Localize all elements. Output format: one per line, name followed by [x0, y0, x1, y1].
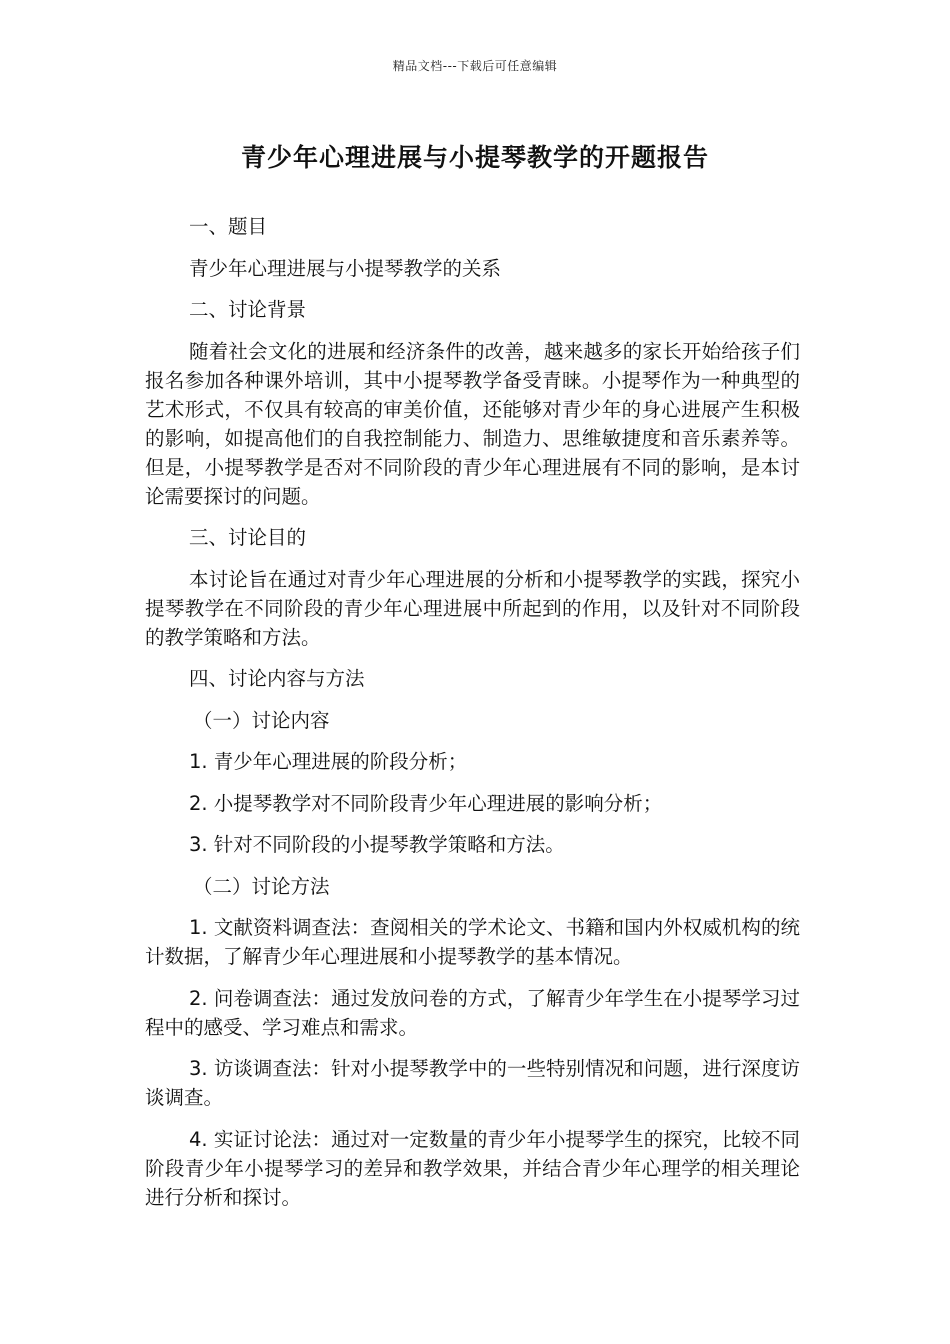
method-paragraph: 3. 访谈调查法：针对小提琴教学中的一些特别情况和问题，进行深度访谈调查。 [145, 1057, 800, 1109]
method-paragraph: 1. 文献资料调查法：查阅相关的学术论文、书籍和国内外权威机构的统计数据，了解青少年心理进展和小提琴教学的基本情况。 [145, 916, 800, 968]
method-paragraph: 2. 问卷调查法：通过发放问卷的方式，了解青少年学生在小提琴学习过程中的感受、学习难点和需求。 [145, 986, 800, 1039]
background-paragraph: 随着社会文化的进展和经济条件的改善，越来越多的家长开始给孩子们报名参加各种课外培训，其中小提琴教学备受青睐。小提琴作为一种典型的艺术形式，不仅具有较高的审美价值，还能够对青少年的身心进展产生积极的影响，如提高他们的自我控制能力、制造力、思维敏捷度和音乐素养等。但是，小提琴教学是否对不同阶段的青少年心理进展有不同的影响，是本讨论需要探讨的问题。 [145, 339, 800, 508]
section-heading-purpose: 三、讨论目的 [189, 526, 307, 549]
subheading-method: （二）讨论方法 [193, 874, 330, 898]
topic-text: 青少年心理进展与小提琴教学的关系 [189, 256, 502, 280]
content-item: 2. 小提琴教学对不同阶段青少年心理进展的影响分析； [189, 791, 663, 815]
purpose-paragraph: 本讨论旨在通过对青少年心理进展的分析和小提琴教学的实践，探究小提琴教学在不同阶段的青少年心理进展中所起到的作用，以及针对不同阶段的教学策略和方法。 [145, 567, 800, 649]
content-item: 3. 针对不同阶段的小提琴教学策略和方法。 [189, 833, 565, 856]
header-note: 精品文档---下载后可任意编辑 [392, 59, 558, 73]
document-title: 青少年心理进展与小提琴教学的开题报告 [240, 143, 709, 172]
section-heading-background: 二、讨论背景 [189, 298, 307, 321]
content-item: 1. 青少年心理进展的阶段分析； [189, 750, 468, 773]
section-heading-content-method: 四、讨论内容与方法 [189, 667, 365, 690]
method-paragraph: 4. 实证讨论法：通过对一定数量的青少年小提琴学生的探究，比较不同阶段青少年小提琴学习的差异和教学效果，并结合青少年心理学的相关理论进行分析和探讨。 [145, 1127, 800, 1209]
section-heading-topic: 一、题目 [189, 215, 268, 238]
subheading-content: （一）讨论内容 [193, 708, 330, 732]
document-body [145, 212, 800, 1224]
